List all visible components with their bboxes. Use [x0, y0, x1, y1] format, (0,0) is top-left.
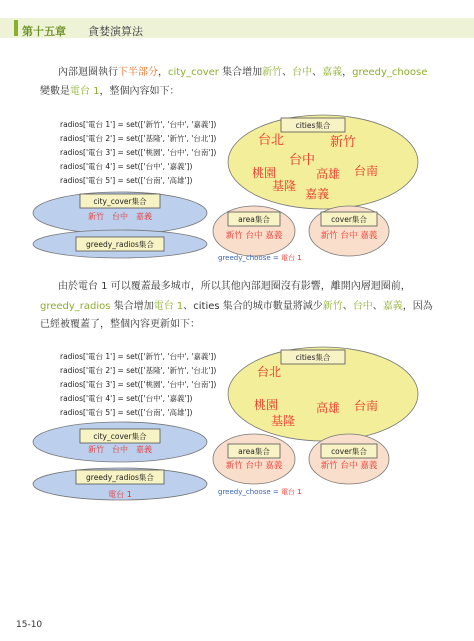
greedy-choose-value: 電台 1 [281, 254, 302, 262]
city-name: 高雄 [315, 401, 341, 415]
paragraph-2-line-3 [40, 316, 200, 333]
text-run: 嘉義 [322, 67, 343, 78]
text-run: 、 [342, 301, 353, 312]
code-line: radios['電台 5'] = set(['台南', '高雄']) [60, 176, 193, 185]
city-name: 台南 [353, 399, 379, 413]
code-line: radios['電台 1'] = set(['新竹', '台中', '嘉義']) [60, 352, 217, 361]
text-run: 集合增加 [110, 301, 154, 312]
cover-set-label: cover集合 [331, 447, 367, 456]
text-run: 台中 [292, 67, 313, 78]
greedy-choose-line [218, 487, 302, 496]
area-set-ellipse [213, 434, 295, 484]
text-run: 內部迴圈執行 [58, 67, 118, 78]
text-run: 、 [372, 301, 383, 312]
text-run: 由於電台 1 可以覆蓋最多城市，所以其他內部迴圈沒有影響，離開內層迴圈前， [58, 281, 411, 292]
text-run: ，整個內容如下： [99, 86, 180, 97]
greedy-choose-label: greedy_choose = [218, 488, 281, 496]
cover-set-items: 新竹 台中 嘉義 [320, 461, 378, 471]
text-run: ， [342, 67, 353, 78]
cover-set-label: cover集合 [331, 215, 367, 224]
city-cover-label: city_cover集合 [93, 432, 147, 441]
greedy-choose-value: 電台 1 [281, 488, 302, 496]
text-run: 集合增加 [218, 67, 263, 78]
area-set-items: 新竹 台中 嘉義 [225, 231, 283, 241]
text-run: 台中 [352, 301, 373, 312]
greedy-radios-items: 電台 1 [108, 490, 132, 499]
page-number: 15-10 [16, 620, 43, 630]
text-run: 、cities 集合的城市數量將減少 [183, 301, 323, 312]
city-name: 基隆 [271, 179, 297, 193]
cities-set-label: cities集合 [295, 121, 331, 130]
greedy-radios-label: greedy_radios集合 [86, 240, 154, 249]
paragraph-2-line-2 [40, 298, 433, 315]
paragraph-2-line-1 [58, 278, 411, 295]
text-run: 、 [312, 67, 323, 78]
text-run: 嘉義 [382, 301, 403, 312]
text-run: 新竹 [322, 301, 343, 312]
text-run: 下半部分 [118, 67, 158, 78]
code-line: radios['電台 4'] = set(['台中', '嘉義']) [60, 394, 193, 403]
text-run: 變數是 [40, 86, 70, 97]
area-set-items: 新竹 台中 嘉義 [225, 461, 283, 471]
figure-2-diagram [0, 340, 474, 505]
code-line: radios['電台 1'] = set(['新竹', '台中', '嘉義']) [60, 120, 217, 129]
city-name: 台中 [288, 153, 316, 168]
chapter-header-band [0, 18, 474, 38]
greedy-radios-label: greedy_radios集合 [86, 473, 154, 482]
area-set-label: area集合 [238, 447, 270, 456]
paragraph-1-line-2 [40, 83, 180, 100]
area-set-label: area集合 [238, 215, 270, 224]
text-run: 已經被覆蓋了，整個內容更新如下： [40, 319, 200, 330]
text-run: city_cover [168, 67, 219, 78]
cities-set-label: cities集合 [295, 353, 331, 362]
city-name: 基隆 [270, 414, 296, 428]
code-line: radios['電台 4'] = set(['台中', '嘉義']) [60, 162, 193, 171]
city-name: 台北 [256, 365, 282, 379]
text-run: 電台 1 [70, 86, 100, 97]
text-run: greedy_choose [352, 67, 428, 78]
cover-set-ellipse [309, 434, 389, 484]
chapter-header-marker [14, 20, 18, 36]
text-run: 、 [282, 67, 293, 78]
city-cover-items: 新竹 台中 嘉義 [88, 445, 152, 454]
text-run: ，因為 [402, 301, 433, 312]
text-run: ， [158, 67, 168, 78]
greedy-choose-line [218, 253, 302, 262]
city-name: 台南 [353, 164, 379, 178]
city-name: 台北 [257, 133, 285, 148]
figure-1-diagram [0, 108, 474, 268]
code-line: radios['電台 3'] = set(['桃園', '台中', '台南']) [60, 148, 217, 157]
code-line: radios['電台 2'] = set(['基隆', '新竹', '台北']) [60, 134, 217, 143]
text-run: 新竹 [262, 67, 283, 78]
text-run: greedy_radios [40, 301, 111, 312]
paragraph-1-line-1 [58, 64, 427, 81]
text-run: 電台 1 [153, 301, 184, 312]
city-name: 桃園 [251, 166, 277, 180]
code-line: radios['電台 2'] = set(['基隆', '新竹', '台北']) [60, 366, 217, 375]
chapter-number: 第十五章 [22, 25, 66, 38]
city-name: 嘉義 [304, 187, 330, 201]
chapter-title: 貪婪演算法 [88, 25, 143, 38]
greedy-choose-label: greedy_choose = [218, 254, 281, 262]
cover-set-items: 新竹 台中 嘉義 [320, 231, 378, 241]
code-line: radios['電台 3'] = set(['桃園', '台中', '台南']) [60, 380, 217, 389]
city-cover-label: city_cover集合 [93, 197, 147, 206]
code-line: radios['電台 5'] = set(['台南', '高雄']) [60, 408, 193, 417]
city-name: 高雄 [315, 167, 341, 181]
city-name: 桃園 [253, 398, 279, 412]
city-cover-items: 新竹 台中 嘉義 [88, 212, 152, 221]
city-name: 新竹 [329, 135, 357, 150]
